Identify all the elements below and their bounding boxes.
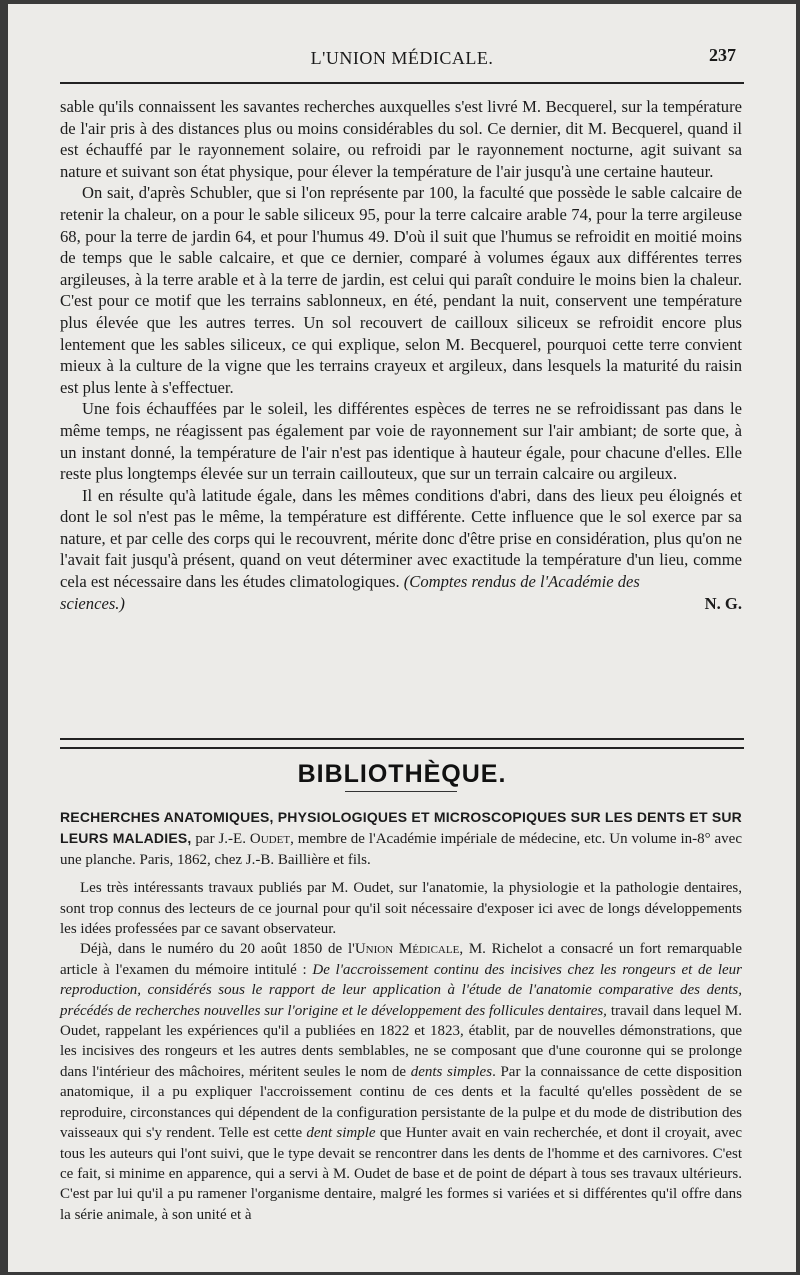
- book-author: Oudet: [249, 831, 291, 848]
- source-citation: (Comptes rendus de l'Académie des: [403, 572, 640, 592]
- page-number: 237: [709, 45, 736, 65]
- document-page: [8, 4, 796, 1272]
- source-citation-end: sciences.): [60, 593, 125, 613]
- signature-line: [60, 593, 742, 614]
- article-signature: N. G.: [704, 593, 742, 613]
- article-paragraph-2: On sait, d'après Schubler, que si l'on représente par 100, la faculté que possède le sable calcaire de retenir la chaleur, on a pour le sable siliceux 95, pour la terre calcaire arable 74, pour la terre argileuse 68, pour la terre de jardin 64, et pour l'humus 49. D'où il suit que l'humus se refroidit en moitié moins de temps que le sable calcaire, et que ce dernier, comparé à volumes égaux aux différentes terres argileuses, à la terre arable et à la terre de jardin, est celui qui paraît conduire le moins bien la chaleur. C'est pour ce motif que les terrains sablonneux, en été, pendant la nuit, conservent une température plus élevée que les autres terres. Un sol recouvert de cailloux siliceux se refroidit encore plus lentement que les sables siliceux, ce qui explique, selon M. Becquerel, pourquoi cette terre convient mieux à la culture de la vigne que les terrains crayeux et argileux, dans lesquels la maturité du raisin est plus lente à s'effectuer.: [60, 183, 742, 397]
- review-paragraph-2: Déjà, dans le numéro du 20 août 1850 de l'Union Médicale, M. Richelot a consacré un fort remarquable article à l'examen du mémoire intitulé : De l'accroissement continu des incisives chez les rongeurs et de leur reproduction, considérés sous le rapport de leur application à l'étude de l'anatomie comparative des dents, précédés de recherches nouvelles sur l'origine et le développement des follicules dentaires, travail dans lequel M. Oudet, rappelant les expériences qu'il a publiées en 1822 et 1823, établit, par de nouvelles démonstrations, que les incisives des rongeurs et les autres dents semblables, ne se composant que d'une couronne qui se prolonge dans l'intérieur des mâchoires, méritent seules le nom de dents simples. Par la connaissance de cette disposition anatomique, il a pu expliquer l'accroissement continu de ces dents et la faculté qu'elles possèdent de se reproduire, circonstances qui dépendent de la configuration persistante de la pulpe et du mode de distribution des vaisseaux qui s'y rendent. Telle est cette dent simple que Hunter avait en vain recherchée, et dont il croyait, avec tous les auteurs qui l'ont suivi, que le type devait se rencontrer dans les dents de l'homme et des carnivores. C'est ce fait, si minime en apparence, qui a servi à M. Oudet de base et de point de départ à tous ses travaux ultérieurs. C'est par lui qu'il a pu ramener l'organisme dentaire, malgré les formes si variées et si différentes qu'il offre dans la série animale, à son unité et à: [60, 941, 742, 1223]
- journal-name: Union Médicale: [354, 941, 460, 958]
- journal-title: L'UNION MÉDICALE.: [310, 48, 494, 68]
- running-header: [8, 45, 796, 78]
- article-paragraph-4: Il en résulte qu'à latitude égale, dans les mêmes conditions d'abri, dans des lieux peu éloignés et dont le sol n'est pas le même, la température est différente. Cette influence que le sol exerce par sa nature, et par celle des corps qui le recouvrent, mérite donc d'être prise en considération, plus qu'on ne l'avait fait jusqu'à présent, quand on veut déterminer avec exactitude la température d'un lieu, comme cela est nécessaire dans les études climatologiques. (Comptes rendus de l'Académie des: [60, 485, 742, 592]
- section-title: BIBLIOTHÈQUE.: [297, 760, 507, 788]
- memoir-title: De l'accroissement continu des incisives chez les rongeurs et de leur reproduction, considérés sous le rapport de leur application à l'étude de l'anatomie comparative des dents, précédés de recherches nouvelles sur l'origine et le développement des follicules dentaires,: [60, 961, 742, 1019]
- article-paragraph-1: sable qu'ils connaissent les savantes recherches auxquelles s'est livré M. Becquerel, sur la température de l'air pris à des distances plus ou moins considérables du sol. Ce dernier, dit M. Becquerel, quand il est échauffé par le rayonnement solaire, ou refroidi par le rayonnement nocturne, agit suivant sa nature et suivant son état physique, pour élever la température de l'air jusqu'à une certaine hauteur.: [60, 97, 742, 181]
- section-title-rule: [345, 791, 457, 792]
- section-divider: [60, 738, 744, 749]
- book-title: RECHERCHES ANATOMIQUES, PHYSIOLOGIQUES ET MICROSCOPIQUES SUR LES DENTS ET SUR LEURS MALADIES,: [60, 809, 742, 847]
- review-paragraph-1: Les très intéressants travaux publiés par M. Oudet, sur l'anatomie, la physiologie et la pathologie dentaires, sont trop connus des lecteurs de ce journal pour qu'il soit nécessaire d'exposer ici avec de longs développements les idées professées par ce savant observateur.: [60, 880, 742, 938]
- book-reference: RECHERCHES ANATOMIQUES, PHYSIOLOGIQUES ET MICROSCOPIQUES SUR LES DENTS ET SUR LEURS MALADIES, par J.-E. Oudet, membre de l'Académie impériale de médecine, etc. Un volume in-8° avec une planche. Paris, 1862, chez J.-B. Baillière et fils.: [60, 809, 742, 868]
- article-body: [60, 96, 742, 614]
- review-body: [60, 807, 742, 1225]
- header-rule: [60, 82, 744, 84]
- article-paragraph-3: Une fois échauffées par le soleil, les différentes espèces de terres ne se refroidissant pas dans le même temps, ne réagissent pas également par voie de rayonnement sur l'air ambiant; de sorte que, à un instant donné, la température de l'air n'est pas identique à hauteur égale, pour chacune d'elles. Elle reste plus longtemps élevée sur un terrain caillouteux, que sur un terrain calcaire ou argileux.: [60, 399, 742, 484]
